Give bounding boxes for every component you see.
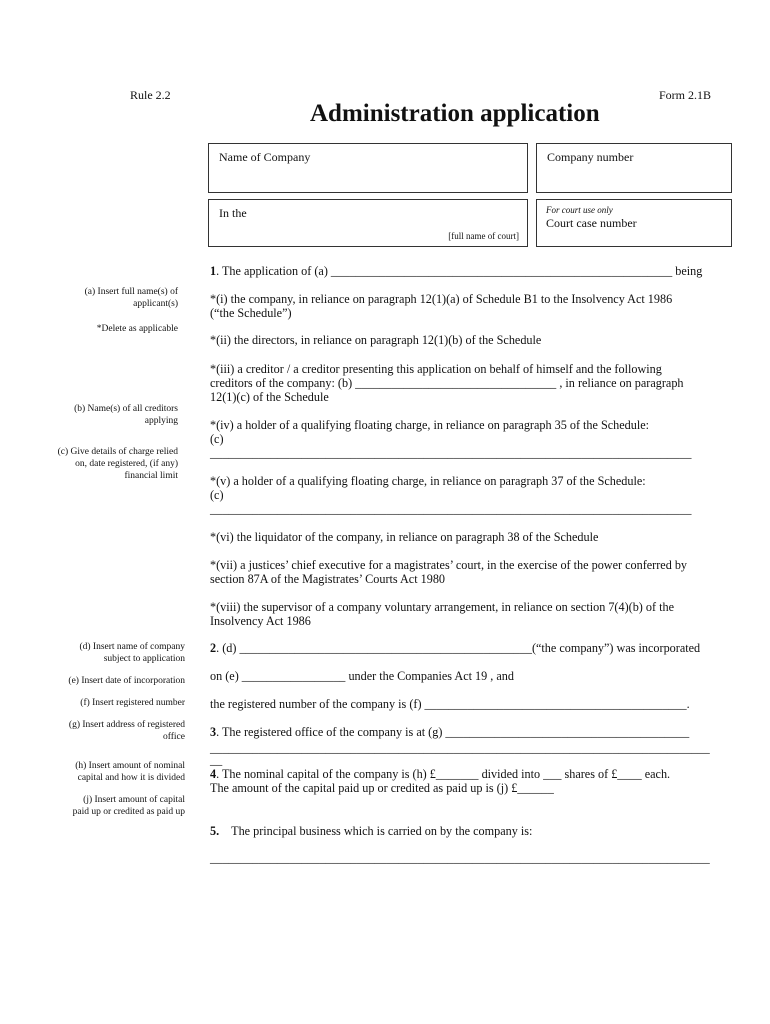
- paragraph-3: 3. The registered office of the company is at (g) ________________________________________: [210, 725, 690, 739]
- company-number-field[interactable]: [536, 143, 732, 193]
- note-e: (e) Insert date of incorporation: [68, 676, 185, 686]
- option-ii: *(ii) the directors, in reliance on paragraph 12(1)(b) of the Schedule: [210, 333, 542, 347]
- rule-number: Rule 2.2: [130, 88, 171, 102]
- in-the-label: In the: [219, 206, 247, 220]
- paragraph-2-date: on (e) _________________ under the Companies Act 19 , and: [210, 669, 514, 683]
- company-name-field[interactable]: [208, 143, 528, 193]
- note-j: (j) Insert amount of capital paid up or credited as paid up: [72, 795, 185, 817]
- paragraph-5: 5. The principal business which is carried on by the company is:: [210, 824, 533, 838]
- note-d: (d) Insert name of company subject to application: [79, 642, 185, 664]
- paragraph-3-line: __________________________________________________________________________________: [210, 741, 710, 755]
- paragraph-3-line-end: __: [210, 753, 223, 767]
- note-g: (g) Insert address of registered office: [68, 720, 185, 742]
- paragraph-2: 2. (d) ________________________________________________(“the company”) was incorporated: [210, 641, 701, 655]
- note-f: (f) Insert registered number: [80, 698, 185, 708]
- option-vii: *(vii) a justices’ chief executive for a magistrates’ court, in the exercise of the power conferred by section 87A of the Magistrates’ Courts Act 1980: [210, 558, 688, 586]
- court-use-only-label: For court use only: [546, 205, 613, 215]
- option-viii: *(viii) the supervisor of a company voluntary arrangement, in reliance on section 7(4)(b) of the Insolvency Act 1986: [210, 600, 674, 628]
- company-name-label: Name of Company: [219, 150, 311, 164]
- paragraph-5-line: __________________________________________________________________________________: [210, 851, 710, 865]
- option-iii: *(iii) a creditor / a creditor presenting this application on behalf of himself and the following creditors of the company: (b) _________________________________ , in reliance on paragraph 12(1)(c) of the Schedule: [210, 362, 684, 404]
- note-delete: *Delete as applicable: [96, 324, 178, 334]
- paragraph-2-number: the registered number of the company is (f) ___________________________________________.: [210, 697, 690, 711]
- note-a: (a) Insert full name(s) of applicant(s): [84, 287, 178, 309]
- option-vi: *(vi) the liquidator of the company, in reliance on paragraph 38 of the Schedule: [210, 530, 599, 544]
- court-case-number-field[interactable]: [536, 199, 732, 247]
- company-number-label: Company number: [547, 150, 634, 164]
- form-number: Form 2.1B: [659, 88, 712, 102]
- court-name-field[interactable]: [208, 199, 528, 247]
- court-case-number-label: Court case number: [546, 216, 637, 230]
- note-b: (b) Name(s) of all creditors applying: [74, 404, 178, 426]
- full-name-of-court-label: [full name of court]: [448, 231, 519, 241]
- option-v: *(v) a holder of a qualifying floating charge, in reliance on paragraph 37 of the Schedule: (c) _______________________________________________________________________________: [210, 474, 692, 516]
- paragraph-4: 4. The nominal capital of the company is (h) £_______ divided into ___ shares of £____ each. The amount of the capital paid up or credited as paid up is (j) £______: [210, 767, 671, 795]
- paragraph-1: 1. The application of (a) ________________________________________________________ being: [210, 264, 703, 278]
- page-title: Administration application: [310, 100, 600, 127]
- note-c: (c) Give details of charge relied on, date registered, (if any) financial limit: [57, 447, 178, 481]
- option-i: *(i) the company, in reliance on paragraph 12(1)(a) of Schedule B1 to the Insolvency Act 1986 (“the Schedule”): [210, 292, 673, 320]
- option-iv: *(iv) a holder of a qualifying floating charge, in reliance on paragraph 35 of the Schedule: (c) _______________________________________________________________________________: [210, 418, 692, 460]
- note-h: (h) Insert amount of nominal capital and how it is divided: [75, 761, 185, 783]
